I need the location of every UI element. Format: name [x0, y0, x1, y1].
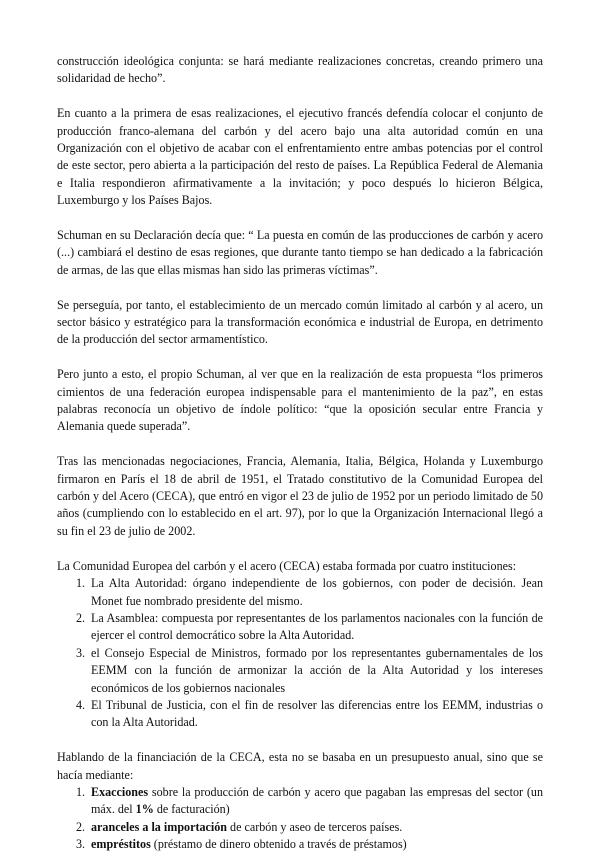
list-item: 1. Exacciones sobre la producción de carbón y acero que pagaban las empresas del sector (un máx. del 1% de facturación) — [76, 784, 543, 817]
document-page — [57, 53, 543, 854]
paragraph-0: construcción ideológica conjunta: se hará mediante realizaciones concretas, creando primero una solidaridad de hecho”. — [57, 54, 543, 86]
list-item: 4. El Tribunal de Justicia, con el fin de resolver las diferencias entre los EEMM, industrias o con la Alta Autoridad. — [76, 697, 543, 730]
paragraph-2: Schuman en su Declaración decía que: “ La puesta en común de las producciones de carbón y acero (...) cambiará el destino de esas regiones, que durante tanto tiempo se han dedicado a la fabricación de armas, de las que ellas mismas han sido las primeras víctimas”. — [57, 228, 543, 277]
institutions-intro: La Comunidad Europea del carbón y el acero (CECA) estaba formada por cuatro instituciones: — [57, 558, 517, 573]
list-item: 2. aranceles a la importación de carbón y aseo de terceros países. — [76, 819, 403, 834]
paragraph-5: Tras las mencionadas negociaciones, Francia, Alemania, Italia, Bélgica, Holanda y Luxemburgo firmaron en París el 18 de abril de 1951, el Tratado constitutivo de la Comunidad Europea del carbón y del Acero (CECA), que entró en vigor el 23 de julio de 1952 por un periodo limitado de 50 años (cumpliendo con lo establecido en el art. 97), por lo que la Organización Internacional llegó a su fin el 23 de julio de 2002. — [57, 454, 543, 538]
list-item: 1. La Alta Autoridad: órgano independiente de los gobiernos, con poder de decisión. Jean Monet fue nombrado presidente del mismo. — [76, 576, 543, 608]
financing-list — [57, 784, 543, 854]
paragraph-1: En cuanto a la primera de esas realizaciones, el ejecutivo francés defendía colocar el conjunto de producción franco-alemana del carbón y del acero bajo una alta autoridad común en una Organización con el objetivo de acabar con el enfrentamiento entre ambas potencias por el control de este sector, pero abierta a la participación del resto de países. La República Federal de Alemania e Italia respondieron afirmativamente a la invitación; y poco después lo hicieron Bélgica, Luxemburgo y los Países Bajos. — [57, 106, 543, 208]
list-item: 2. La Asamblea: compuesta por representantes de los parlamentos nacionales con la función de ejercer el control democrático sobre la Alta Autoridad. — [76, 610, 543, 643]
paragraph-3: Se perseguía, por tanto, el establecimiento de un mercado común limitado al carbón y al acero, un sector básico y estratégico para la transformación económica e industrial de Europa, en detrimento de la producción del sector armamentístico. — [57, 297, 543, 347]
institutions-list — [57, 575, 543, 732]
list-item: 3. empréstitos (préstamo de dinero obtenido a través de préstamos) — [76, 837, 407, 852]
financing-intro: Hablando de la financiación de la CECA, esta no se basaba en un presupuesto anual, sino que se hacía mediante: — [57, 750, 543, 782]
paragraph-4: Pero junto a esto, el propio Schuman, al ver que en la realización de esta propuesta “los primeros cimientos de una federación europea indispensable para el mantenimiento de la paz”, en estas palabras reconocía un objetivo de índole político: “que la oposición secular entre Francia y Alemania quede superada”. — [57, 367, 543, 434]
list-item: 3. el Consejo Especial de Ministros, formado por los representantes gubernamentales de los EEMM con la función de armonizar la acción de la Alta Autoridad y los intereses económicos de los gobiernos nacionales — [76, 645, 543, 695]
